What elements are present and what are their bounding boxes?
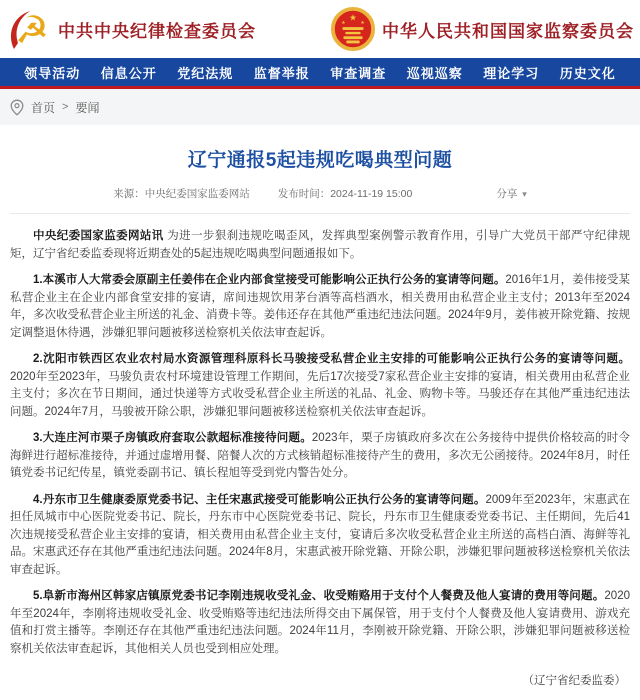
share-label: 分享 — [496, 188, 518, 200]
paragraph-lead: 1.本溪市人大常委会原副主任姜伟在企业内部食堂接受可能影响公正执行公务的宴请等问题。 — [33, 274, 506, 286]
paragraph-lead: 中央纪委国家监委网站讯 — [33, 230, 164, 242]
svg-text:★: ★ — [341, 21, 346, 27]
breadcrumb-section[interactable]: 要闻 — [75, 100, 100, 115]
paragraph-lead: 4.丹东市卫生健康委原党委书记、主任宋惠武接受可能影响公正执行公务的宴请等问题。 — [33, 493, 486, 506]
breadcrumb-home[interactable]: 首页 — [31, 100, 56, 115]
paragraph-text: 2023年，栗子房镇政府多次在公务接待中提供价格较高的时令海鲜进行超标准接待，并通过虚增用餐、陪餐人次的方式核销超标准接待产生的费用，多次无公函接待。2024年8月，时任镇党委书记纪传星，镇党委副书记、镇长程旭等受到党内警告处分。 — [10, 432, 630, 479]
breadcrumb — [0, 89, 640, 125]
nav-item-theory-study[interactable]: 理论学习 — [483, 65, 540, 81]
page-title: 辽宁通报5起违规吃喝典型问题 — [187, 150, 453, 171]
nav-item-supervision-report[interactable]: 监督举报 — [253, 65, 310, 81]
article-source: 来源：中央纪委国家监委网站 — [113, 188, 250, 200]
breadcrumb-separator: > — [62, 101, 69, 113]
paragraph-text: 2016年1月，姜伟接受某私营企业主在企业内部食堂安排的宴请，席间违规饮用茅台酒等高档酒水，相关费用由私营企业主支付；2013年至2024年，多次收受私营企业主所送的礼金、消费卡等。姜伟还存在其他严重违纪违法问题。2024年9月，姜伟被开除党籍、按规定调整退休待遇，涉嫌犯罪问题被移送检察机关依法审查起诉。 — [10, 274, 631, 339]
nav-item-leader-activities[interactable]: 领导活动 — [24, 65, 81, 81]
nav-item-history-culture[interactable]: 历史文化 — [559, 65, 616, 81]
paragraph-text: 为进一步狠刹违规吃喝歪风，发挥典型案例警示教育作用，引导广大党员干部严守纪律规矩，辽宁省纪委监委现将近期查处的5起违规吃喝典型问题通报如下。 — [10, 230, 630, 260]
ccdi-logo[interactable] — [6, 5, 256, 53]
article-paragraph-case1 — [10, 272, 630, 342]
paragraph-lead: 3.大连庄河市栗子房镇政府套取公款超标准接待问题。 — [33, 432, 312, 444]
national-emblem-icon — [330, 6, 376, 52]
paragraph-lead: 2.沈阳市铁西区农业农村局水资源管理科原科长马骏接受私营企业主安排的可能影响公正执行公务的宴请等问题。 — [33, 353, 630, 365]
main-nav — [0, 58, 640, 89]
svg-text:★: ★ — [360, 21, 365, 27]
article-paragraph-case3 — [10, 430, 630, 483]
article-body — [10, 228, 630, 688]
svg-text:★: ★ — [349, 13, 357, 24]
nav-item-review-investigation[interactable]: 审查调查 — [330, 65, 387, 81]
paragraph-text: 2020年至2024年，李刚将违规收受礼金、收受贿赂等违纪违法所得交由下属保管，用于支付个人餐费及他人宴请费用、游戏充值和打赏主播等。李刚还存在其他严重违纪违法问题。2024年11月，李刚被开除党籍、开除公职，涉嫌犯罪问题被移送检察机关依法审查起诉，其他相关人员也受到相应处理。 — [10, 590, 630, 655]
location-pin-icon — [10, 99, 24, 116]
nsc-title: 中华人民共和国国家监察委员会 — [382, 21, 634, 41]
article-signoff: （辽宁省纪委监委） — [522, 675, 626, 687]
nav-item-info-disclosure[interactable]: 信息公开 — [100, 65, 157, 81]
svg-text:☭: ☭ — [14, 8, 50, 52]
article-paragraph-intro — [10, 228, 630, 263]
paragraph-text: 2020年至2023年，马骏负责农村环境建设管理工作期间，先后17次接受7家私营企业主安排的宴请，相关费用由私营企业主支付；多次在节日期间，通过快递等方式收受私营企业主所送的礼品、礼金、购物卡等。马骏还存在其他严重违纪违法问题。2024年7月，马骏被开除公职，涉嫌犯罪问题被移送检察机关依法审查起诉。 — [10, 370, 630, 418]
ccdi-title: 中共中央纪律检查委员会 — [58, 21, 256, 41]
nav-item-party-regulations[interactable]: 党纪法规 — [177, 65, 234, 81]
paragraph-text: 2009年至2023年，宋惠武在担任凤城市中心医院党委书记、院长，丹东市中心医院党委书记、院长，丹东市卫生健康委党委书记、主任期间，先后41次违规接受私营企业主安排的宴请，相关费用由私营企业主支付，宴请后多次收受私营企业主所送的高档白酒、海鲜等礼品。宋惠武还存在其他严重违纪违法问题。2024年8月，宋惠武被开除党籍、开除公职，涉嫌犯罪问题被移送检察机关依法审查起诉。 — [10, 493, 630, 576]
site-header — [0, 0, 640, 58]
article — [0, 125, 640, 700]
article-paragraph-case2 — [10, 351, 630, 421]
article-paragraph-case4 — [10, 492, 630, 580]
article-paragraph-case5 — [10, 588, 630, 658]
chevron-down-icon: ▾ — [522, 189, 527, 199]
paragraph-lead: 5.阜新市海州区韩家店镇原党委书记李刚违规收受礼金、收受贿赂用于支付个人餐费及他人宴请的费用等问题。 — [33, 590, 605, 602]
article-meta — [10, 186, 630, 214]
share-button[interactable] — [496, 186, 526, 201]
nsc-logo[interactable] — [330, 6, 634, 52]
party-emblem-icon — [6, 5, 52, 53]
article-publish-time: 发布时间：2024-11-19 15:00 — [277, 188, 413, 200]
nav-item-inspection-tour[interactable]: 巡视巡察 — [406, 65, 463, 81]
